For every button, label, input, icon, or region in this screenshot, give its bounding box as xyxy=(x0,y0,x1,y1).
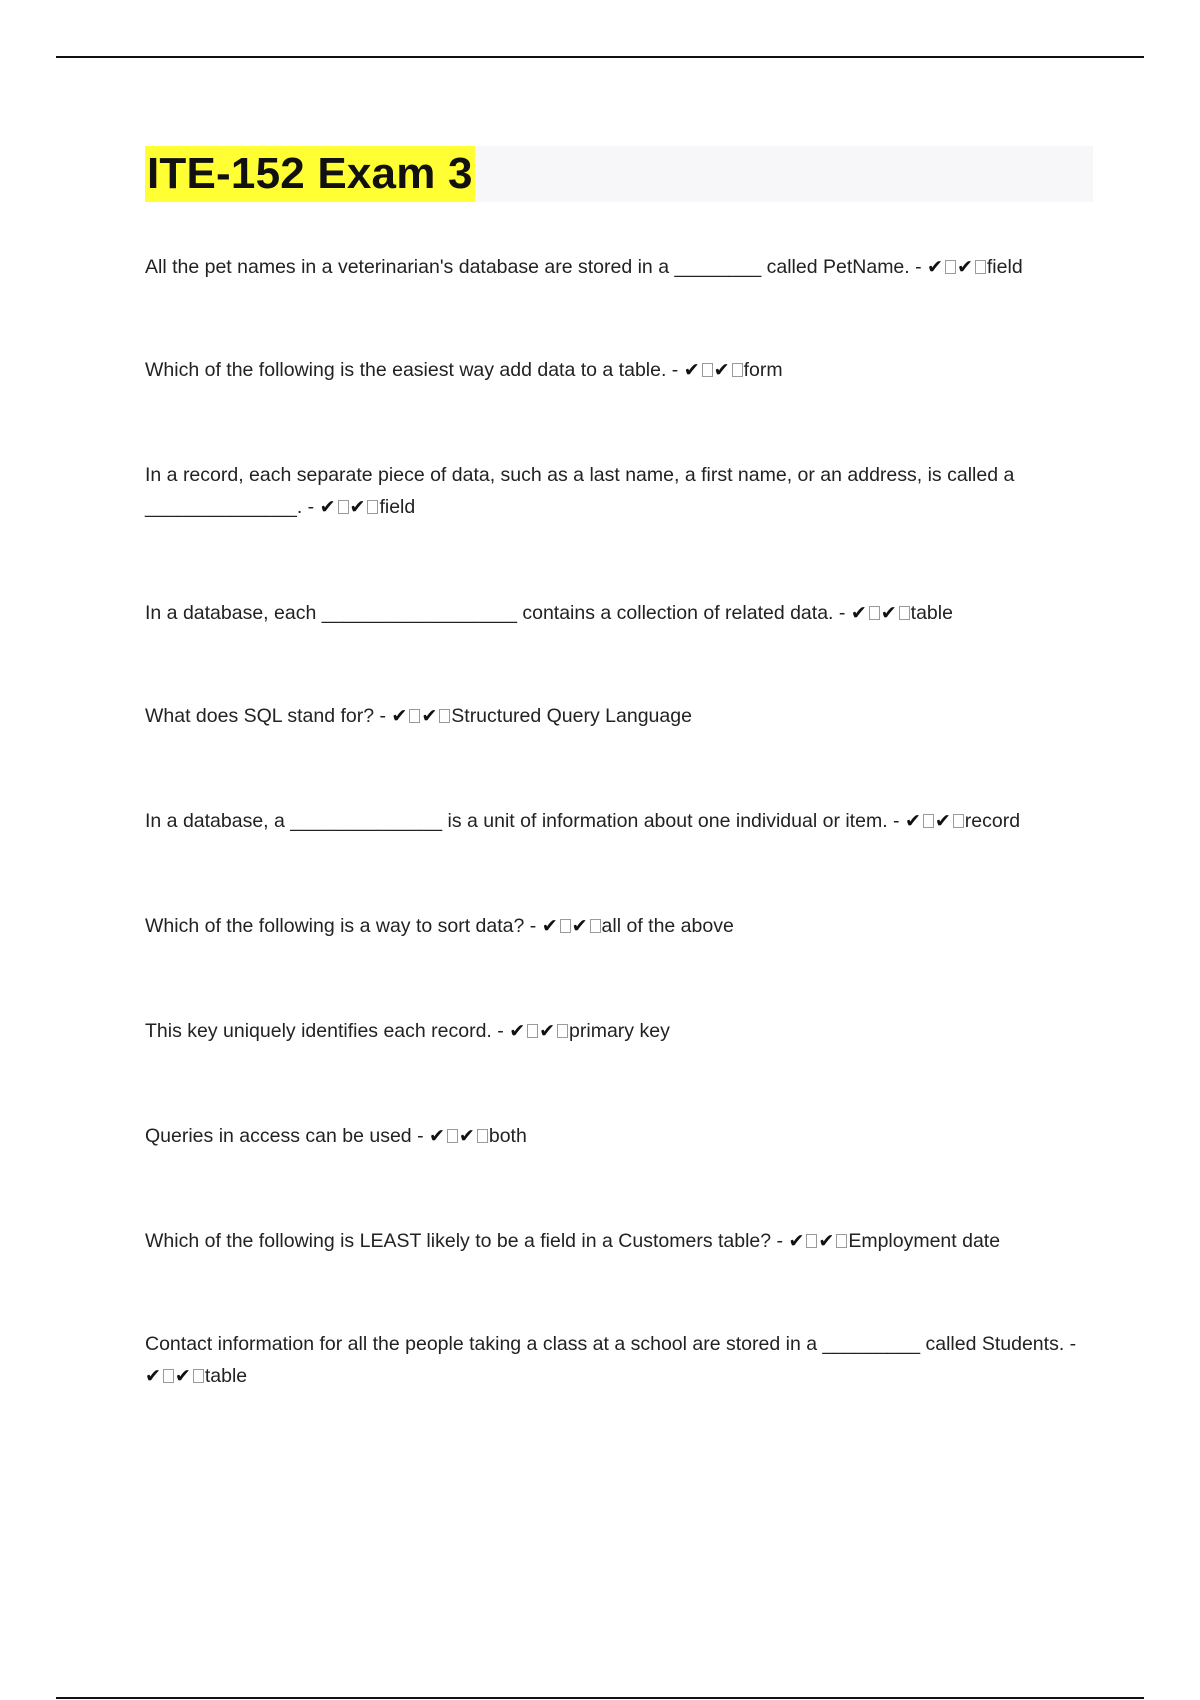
question-text: Which of the following is a way to sort data? xyxy=(145,915,525,937)
answer-text: Structured Query Language xyxy=(451,705,692,727)
checkbox-placeholder-icon xyxy=(193,1369,204,1383)
checkbox-placeholder-icon xyxy=(439,709,450,723)
answer-separator: - xyxy=(302,496,320,518)
question-text: Which of the following is LEAST likely to be a field in a Customers table? xyxy=(145,1230,772,1252)
answer-text: table xyxy=(204,1365,248,1387)
check-icon: ✔ xyxy=(683,359,700,381)
qa-item-8 xyxy=(145,1015,1095,1047)
answer-text: field xyxy=(379,496,416,518)
question-text: In a record, each separate piece of data, such as a last name, a first name, or an address, is called a ______________. xyxy=(145,464,1015,518)
qa-item-7 xyxy=(145,910,1095,942)
check-icon: ✔ xyxy=(927,256,943,278)
answer-separator: - xyxy=(833,602,851,624)
checkbox-placeholder-icon xyxy=(477,1129,488,1143)
checkbox-placeholder-icon xyxy=(590,919,601,933)
checkbox-placeholder-icon xyxy=(732,363,743,377)
checkbox-placeholder-icon xyxy=(560,919,571,933)
check-icon: ✔ xyxy=(904,810,921,832)
check-icon: ✔ xyxy=(541,915,558,937)
check-icon: ✔ xyxy=(319,496,336,518)
checkbox-placeholder-icon xyxy=(367,500,378,514)
check-icon: ✔ xyxy=(509,1020,526,1042)
top-rule xyxy=(56,56,1144,58)
checkbox-placeholder-icon xyxy=(557,1024,568,1038)
check-icon: ✔ xyxy=(934,810,951,832)
answer-separator: - xyxy=(1064,1333,1077,1355)
question-text: This key uniquely identifies each record. xyxy=(145,1020,492,1042)
answer-text: both xyxy=(488,1125,527,1147)
checkbox-placeholder-icon xyxy=(702,363,713,377)
answer-text: form xyxy=(743,359,783,381)
checkbox-placeholder-icon xyxy=(806,1234,817,1248)
question-text: In a database, each __________________ contains a collection of related data. xyxy=(145,602,834,624)
checkbox-placeholder-icon xyxy=(975,260,986,274)
check-icon: ✔ xyxy=(458,1125,475,1147)
check-icon: ✔ xyxy=(391,705,408,727)
answer-text: record xyxy=(964,810,1021,832)
answer-separator: - xyxy=(887,810,905,832)
qa-item-9 xyxy=(145,1120,1095,1152)
checkbox-placeholder-icon xyxy=(409,709,420,723)
answer-text: table xyxy=(910,602,953,624)
document-title: ITE-152 Exam 3 xyxy=(145,146,475,202)
checkbox-placeholder-icon xyxy=(527,1024,538,1038)
check-icon: ✔ xyxy=(421,705,438,727)
answer-separator: - xyxy=(374,705,392,727)
check-icon: ✔ xyxy=(174,1365,191,1387)
check-icon: ✔ xyxy=(788,1230,805,1252)
check-icon: ✔ xyxy=(571,915,588,937)
qa-item-1 xyxy=(145,251,1095,283)
check-icon: ✔ xyxy=(880,602,897,624)
qa-item-10 xyxy=(145,1225,1095,1257)
check-icon: ✔ xyxy=(349,496,366,518)
question-text: Which of the following is the easiest way add data to a table. xyxy=(145,359,667,381)
check-icon: ✔ xyxy=(956,256,973,278)
check-icon: ✔ xyxy=(145,1365,161,1387)
qa-item-6 xyxy=(145,805,1095,837)
answer-separator: - xyxy=(771,1230,789,1252)
bottom-rule xyxy=(56,1697,1144,1699)
checkbox-placeholder-icon xyxy=(869,606,880,620)
question-text: What does SQL stand for? xyxy=(145,705,375,727)
qa-item-4 xyxy=(145,597,1095,629)
checkbox-placeholder-icon xyxy=(953,814,964,828)
answer-separator: - xyxy=(666,359,684,381)
answer-separator: - xyxy=(909,256,928,278)
qa-item-11 xyxy=(145,1328,1095,1392)
answer-separator: - xyxy=(524,915,542,937)
qa-item-2 xyxy=(145,354,1095,386)
check-icon: ✔ xyxy=(539,1020,556,1042)
question-text: Contact information for all the people taking a class at a school are stored in a _________ called Students. xyxy=(145,1333,1065,1355)
checkbox-placeholder-icon xyxy=(447,1129,458,1143)
answer-text: primary key xyxy=(569,1020,670,1042)
check-icon: ✔ xyxy=(818,1230,835,1252)
checkbox-placeholder-icon xyxy=(338,500,349,514)
checkbox-placeholder-icon xyxy=(945,260,956,274)
answer-text: all of the above xyxy=(601,915,734,937)
qa-item-3 xyxy=(145,459,1095,523)
check-icon: ✔ xyxy=(713,359,730,381)
check-icon: ✔ xyxy=(429,1125,445,1147)
check-icon: ✔ xyxy=(850,602,867,624)
answer-separator: - xyxy=(411,1125,429,1147)
qa-item-5 xyxy=(145,700,1095,732)
answer-text: field xyxy=(986,256,1023,278)
answer-text: Employment date xyxy=(848,1230,1001,1252)
answer-separator: - xyxy=(491,1020,510,1042)
checkbox-placeholder-icon xyxy=(163,1369,174,1383)
question-text: Queries in access can be used xyxy=(145,1125,412,1147)
checkbox-placeholder-icon xyxy=(923,814,934,828)
question-text: All the pet names in a veterinarian's database are stored in a ________ called PetName. xyxy=(145,256,910,278)
checkbox-placeholder-icon xyxy=(836,1234,847,1248)
checkbox-placeholder-icon xyxy=(899,606,910,620)
question-text: In a database, a ______________ is a unit of information about one individual or item. xyxy=(145,810,888,832)
